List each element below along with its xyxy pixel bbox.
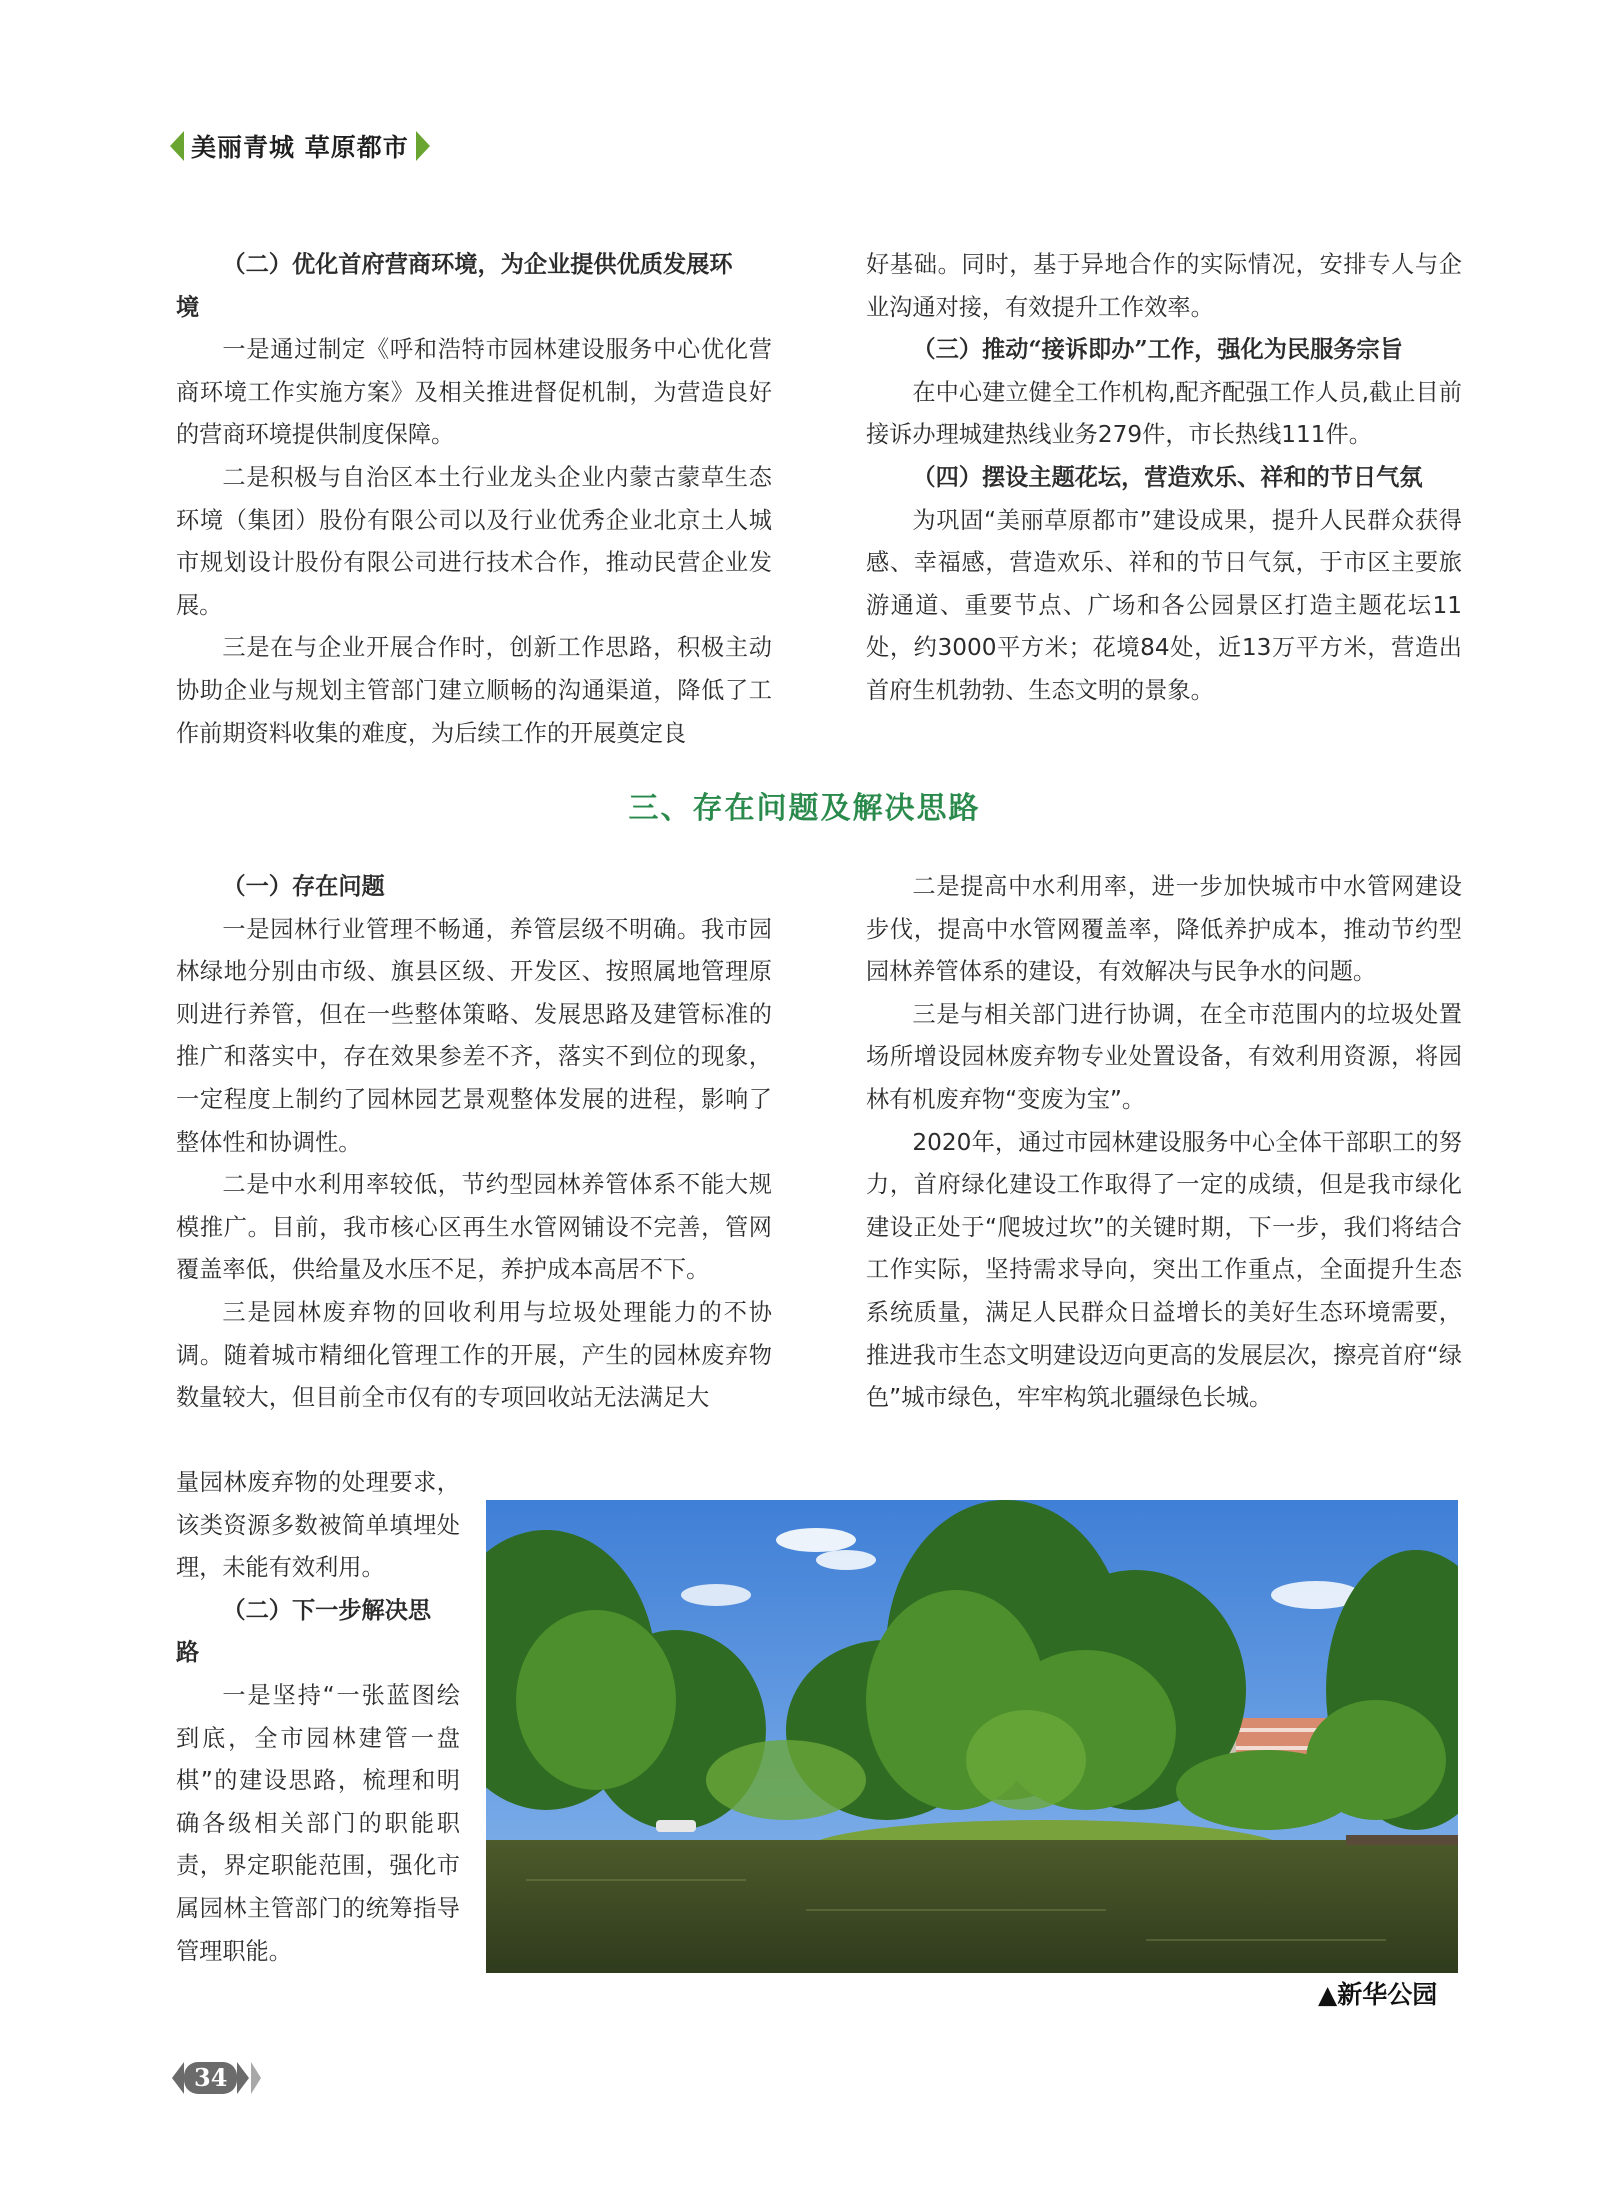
paragraph: 二是积极与自治区本土行业龙头企业内蒙古蒙草生态环境（集团）股份有限公司以及行业优秀企业北京土人城市规划设计股份有限公司进行技术合作，推动民营企业发展。 — [176, 463, 772, 619]
page-number: 34 — [184, 2062, 237, 2094]
paragraph: 在中心建立健全工作机构,配齐配强工作人员,截止目前接诉办理城建热线业务279件，市长热线111件。 — [866, 378, 1462, 449]
top-right-column — [866, 244, 1462, 713]
paragraph: 三是在与企业开展合作时，创新工作思路，积极主动协助企业与规划主管部门建立顺畅的沟通渠道，降低了工作前期资料收集的难度，为后续工作的开展奠定良 — [176, 634, 772, 747]
subheading: （四）摆设主题花坛，营造欢乐、祥和的节日气氛 — [912, 463, 1423, 491]
right-bracket-icon — [416, 131, 430, 161]
chevron-right-icon — [237, 2062, 249, 2094]
top-left-column — [176, 244, 772, 755]
paragraph: 一是坚持“一张蓝图绘到底，全市园林建管一盘棋”的建设思路，梳理和明确各级相关部门的职能职责，界定职能范围，强化市属园林主管部门的统筹指导管理职能。 — [176, 1681, 460, 1965]
photo-caption: ▲新华公园 — [1318, 1980, 1438, 2009]
running-header-title: 美丽青城 草原都市 — [191, 133, 409, 162]
paragraph: 2020年，通过市园林建设服务中心全体干部职工的努力，首府绿化建设工作取得了一定的成绩，但是我市绿化建设正处于“爬坡过坎”的关键时期，下一步，我们将结合工作实际，坚持需求导向，突出工作重点，全面提升生态系统质量，满足人民群众日益增长的美好生态环境需要，推进我市生态文明建设迈向更高的发展层次，擦亮首府“绿色”城市绿色，牢牢构筑北疆绿色长城。 — [866, 1128, 1462, 1412]
paragraph: 二是提高中水利用率，进一步加快城市中水管网建设步伐，提高中水管网覆盖率，降低养护成本，推动节约型园林养管体系的建设，有效解决与民争水的问题。 — [866, 873, 1462, 986]
paragraph: 为巩固“美丽草原都市”建设成果，提升人民群众获得感、幸福感，营造欢乐、祥和的节日气氛，于市区主要旅游通道、重要节点、广场和各公园景区打造主题花坛11处，约3000平方米；花境84处，近13万平方米，营造出首府生机勃勃、生态文明的景象。 — [866, 506, 1462, 704]
paragraph: 二是中水利用率较低，节约型园林养管体系不能大规模推广。目前，我市核心区再生水管网铺设不完善，管网覆盖率低，供给量及水压不足，养护成本高居不下。 — [176, 1171, 772, 1284]
subheading: 路 — [176, 1639, 200, 1667]
subheading: （二）优化首府营商环境，为企业提供优质发展环 — [222, 251, 733, 278]
park-photo — [486, 1500, 1458, 1973]
subheading: （三）推动“接诉即办”工作，强化为民服务宗旨 — [912, 336, 1403, 364]
bottom-left-column — [176, 866, 772, 1420]
chevron-right-icon — [251, 2062, 261, 2094]
paragraph: 一是通过制定《呼和浩特市园林建设服务中心优化营商环境工作实施方案》及相关推进督促机制，为营造良好的营商环境提供制度保障。 — [176, 336, 772, 449]
running-header — [170, 126, 430, 166]
paragraph: 一是园林行业管理不畅通，养管层级不明确。我市园林绿地分别由市级、旗县区级、开发区、按照属地管理原则进行养管，但在一些整体策略、发展思路及建管标准的推广和落实中，存在效果参差不齐，落实不到位的现象，一定程度上制约了园林园艺景观整体发展的进程，影响了整体性和协调性。 — [176, 915, 772, 1156]
paragraph: 三是园林废弃物的回收利用与垃圾处理能力的不协调。随着城市精细化管理工作的开展，产生的园林废弃物数量较大，但目前全市仅有的专项回收站无法满足大 — [176, 1298, 772, 1412]
section-title: 三、存在问题及解决思路 — [628, 791, 981, 826]
paragraph: 好基础。同时，基于异地合作的实际情况，安排专人与企业沟通对接，有效提升工作效率。 — [866, 251, 1462, 321]
bottom-left-narrow-column — [176, 1462, 460, 1973]
page-number-badge — [172, 2062, 261, 2094]
subheading: （一）存在问题 — [222, 873, 385, 900]
chevron-left-icon — [172, 2062, 184, 2094]
left-bracket-icon — [170, 131, 184, 161]
bottom-right-column — [866, 866, 1462, 1420]
paragraph: 量园林废弃物的处理要求，该类资源多数被简单填埋处理，未能有效利用。 — [176, 1469, 460, 1582]
subheading: （二）下一步解决思 — [222, 1596, 432, 1624]
paragraph: 三是与相关部门进行协调，在全市范围内的垃圾处置场所增设园林废弃物专业处置设备，有效利用资源，将园林有机废弃物“变废为宝”。 — [866, 1000, 1462, 1113]
subheading: 境 — [176, 293, 200, 321]
